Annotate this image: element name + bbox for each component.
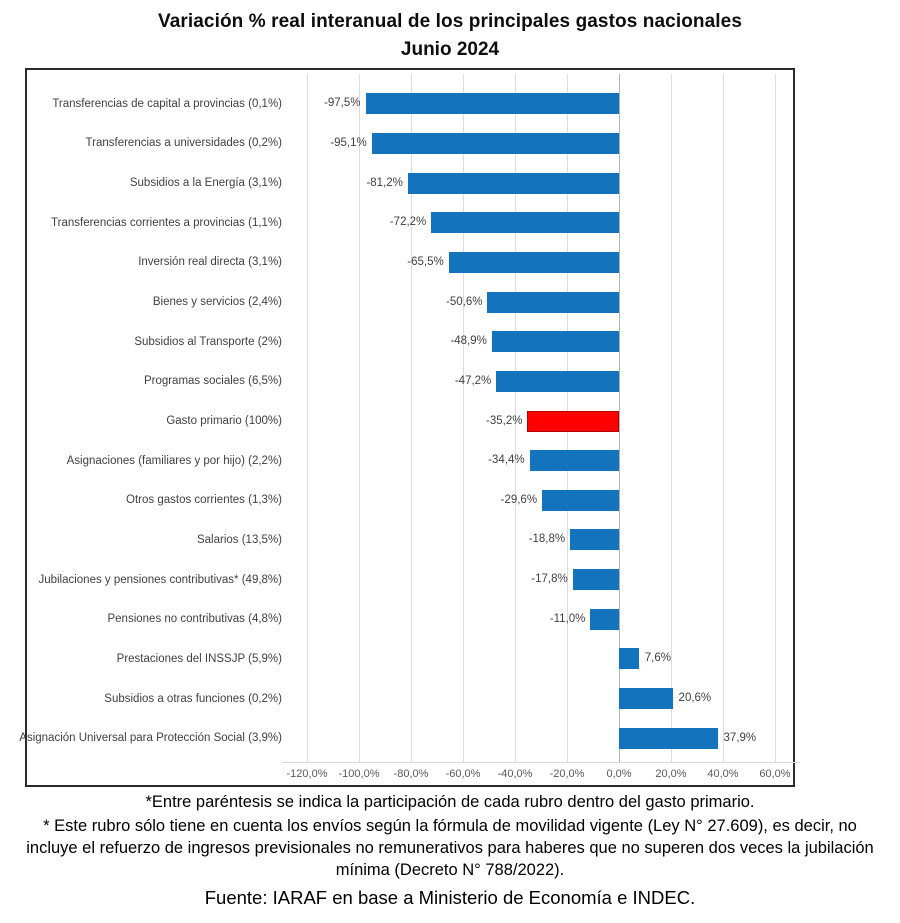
x-tick-label: -40,0%: [497, 768, 533, 780]
value-label: -48,9%: [450, 335, 487, 348]
value-label: -35,2%: [486, 414, 523, 427]
value-label: -97,5%: [324, 97, 361, 110]
gridline: [775, 74, 776, 762]
x-tick-label: -80,0%: [393, 768, 429, 780]
source-attribution: Fuente: IARAF en base a Ministerio de Economía e INDEC.: [204, 887, 696, 908]
value-label: -29,6%: [500, 493, 538, 506]
value-label: 7,6%: [644, 652, 671, 665]
x-tick-label: -20,0%: [549, 768, 585, 780]
value-label: -11,0%: [549, 612, 586, 625]
bar: [619, 728, 718, 749]
category-label: Bienes y servicios (2,4%): [152, 296, 282, 309]
bar: [366, 93, 620, 114]
x-tick-label: 40,0%: [707, 768, 739, 780]
footnote-mobility-rule: * Este rubro sólo tiene en cuenta los envíos según la fórmula de movilidad vigente (Ley N° 27.609), es decir, no incluye el refuerzo de ingresos previsionales no remunerativos para haberes que no superen dos veces la jubilación mínima (Decreto N° 788/2022).: [26, 817, 874, 879]
category-label: Subsidios a la Energía (3,1%): [129, 177, 282, 190]
bar: [408, 173, 619, 194]
category-label: Asignaciones (familiares y por hijo) (2,2%): [66, 454, 282, 467]
value-label: 37,9%: [723, 731, 757, 744]
bar: [542, 490, 619, 511]
value-label: -47,2%: [454, 374, 492, 387]
x-tick-label: -100,0%: [338, 768, 380, 780]
x-axis-line: [282, 762, 800, 763]
category-label: Transferencias corrientes a provincias (1,1%): [51, 216, 282, 229]
category-label: Pensiones no contributivas (4,8%): [107, 613, 282, 626]
x-tick-label: -120,0%: [286, 768, 328, 780]
gridline: [359, 74, 360, 762]
bar: [431, 212, 619, 233]
category-label: Jubilaciones y pensiones contributivas* (49,8%): [38, 573, 282, 586]
footnote-participation: *Entre paréntesis se indica la participación de cada rubro dentro del gasto primario.: [145, 793, 755, 811]
bar: [492, 331, 619, 352]
bar: [570, 529, 619, 550]
bar: [449, 252, 619, 273]
chart-title: Variación % real interanual de los principales gastos nacionales: [157, 11, 742, 32]
bar: [487, 292, 619, 313]
bar: [372, 133, 619, 154]
bar: [573, 569, 619, 590]
value-label: -34,4%: [488, 454, 525, 467]
category-label: Subsidios al Transporte (2%): [134, 335, 282, 348]
category-label: Salarios (13,5%): [196, 533, 282, 546]
x-tick-label: 20,0%: [655, 768, 687, 780]
value-label: -17,8%: [531, 573, 568, 586]
bar: [496, 371, 619, 392]
bar: [619, 648, 639, 669]
value-label: -72,2%: [389, 216, 427, 229]
category-label: Transferencias de capital a provincias (0,1%): [52, 97, 282, 110]
category-label: Gasto primario (100%): [166, 415, 282, 427]
chart-frame: [19, 68, 795, 787]
x-tick-label: 60,0%: [759, 768, 791, 780]
value-label: 20,6%: [678, 692, 712, 705]
gridline: [307, 74, 308, 762]
bar: [530, 450, 619, 471]
category-label: Asignación Universal para Protección Social (3,9%): [19, 732, 282, 745]
value-label: -95,1%: [330, 136, 367, 149]
x-tick-label: 0,0%: [606, 768, 632, 780]
category-label: Transferencias a universidades (0,2%): [85, 137, 282, 150]
value-label: -65,5%: [407, 255, 444, 268]
gridline: [723, 74, 724, 762]
x-tick-label: -60,0%: [445, 768, 481, 780]
category-label: Inversión real directa (3,1%): [138, 256, 282, 269]
bar: [590, 609, 619, 630]
value-label: -50,6%: [446, 295, 483, 308]
chart-subtitle: Junio 2024: [400, 39, 500, 60]
category-label: Prestaciones del INSSJP (5,9%): [116, 652, 282, 665]
bar: [619, 688, 673, 709]
highlight-bar: [527, 411, 619, 432]
category-label: Otros gastos corrientes (1,3%): [126, 494, 282, 507]
category-label: Subsidios a otras funciones (0,2%): [104, 692, 282, 705]
value-label: -18,8%: [528, 533, 566, 546]
category-label: Programas sociales (6,5%): [143, 375, 282, 388]
value-label: -81,2%: [366, 176, 403, 189]
